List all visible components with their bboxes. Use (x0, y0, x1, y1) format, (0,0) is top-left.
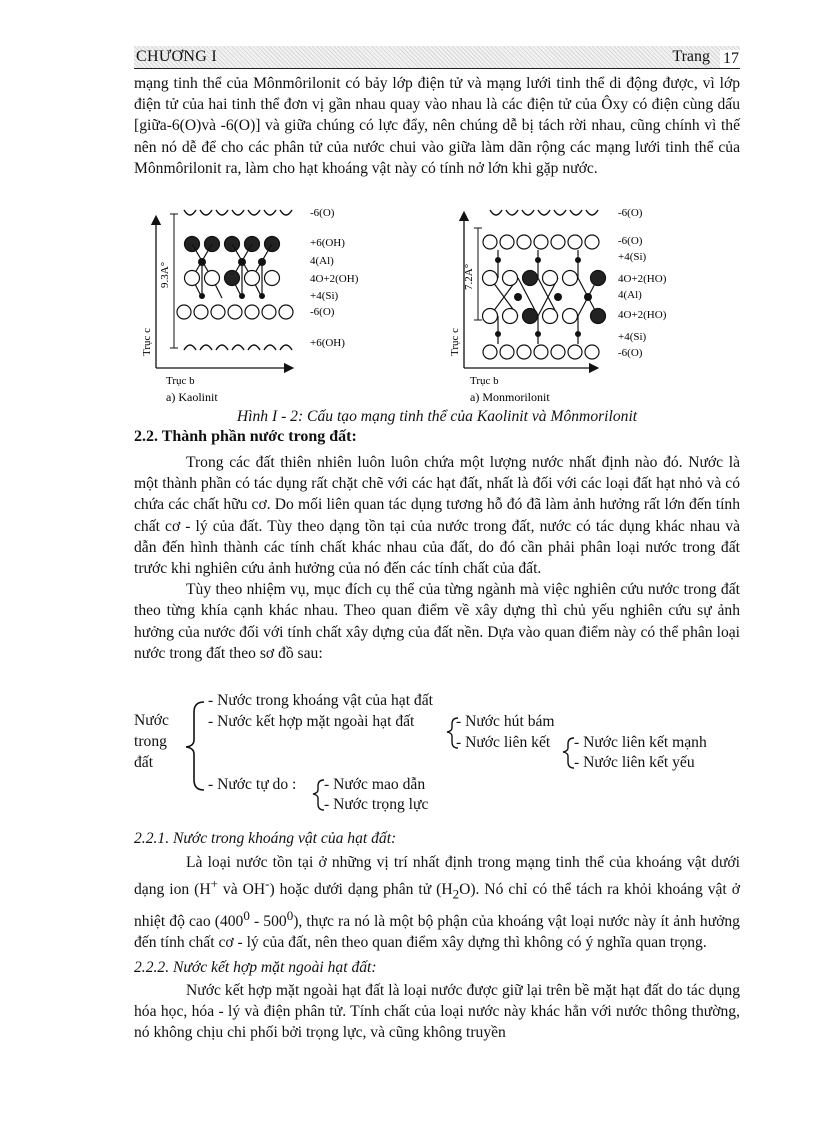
scheme-bonded: - Nước liên kết (456, 734, 551, 751)
scheme-free-water: - Nước tự do : (208, 776, 297, 793)
paragraph: Là loại nước tồn tại ở những vị trí nhất định trong mạng tinh thể của khoáng vật dưới dạng ion (H+ và OH-) hoặc dưới dạng phân tử $(H_2O)$. Nó chỉ có thể tách ra khỏi khoáng vật ở nhiệt độ cao $(400^0 - 500^0)$, thực ra nó là một bộ phận của khoáng vật loại nước này ít ảnh hưởng đến tính chất cơ - lý của đất, nên theo quan điểm xây dựng thì không có ý nghĩa quan trọng. (134, 854, 740, 952)
al-atom (584, 293, 592, 301)
scheme-branch-bound: - Nước kết hợp mặt ngoài hạt đất (208, 713, 415, 730)
paragraph: Trong các đất thiên nhiên luôn luôn chứa một lượng nước nhất định nào đó. Nước là một thành phần có tác dụng rất chặt chẽ với các hạt đất, nhất là đối với các loại đất hạt nhỏ và có chứa các chất hữu cơ. Do mối liên quan tác dụng tương hỗ đó đã làm ảnh hưởng rất lớn đến tính chất cơ - lý của đất. Tùy theo dạng tồn tại của nước trong đất, nước có tác dụng khác nhau và dẫn đến hình thành các tính chất khác nhau của đất, do đó cần phải phân loại nước trong đất trước khi nghiên cứu ảnh hưởng của nó đến các tính chất của đất. (134, 454, 740, 578)
mon-label: 4O+2(HO) (618, 309, 667, 321)
scheme-root-line: trong (134, 733, 167, 750)
chapter-title: CHƯƠNG I (136, 48, 218, 65)
kao-axis-c-label: Trục c (141, 327, 153, 356)
scheme-gravity: - Nước trọng lực (324, 796, 429, 813)
kao-label: 4O+2(OH) (310, 273, 359, 285)
mon-label: 4(Al) (618, 289, 642, 301)
al-atom (554, 293, 562, 301)
kao-label: 4(Al) (310, 255, 334, 267)
section-2-2-2-body (134, 980, 740, 1044)
o-ho-row (483, 271, 606, 286)
kao-axis-b-label: Trục b (166, 375, 195, 387)
scheme-root-line: đất (134, 754, 154, 771)
al-atom (514, 293, 522, 301)
mon-label: -6(O) (618, 347, 643, 359)
al-atom (198, 258, 206, 266)
kao-label: +6(OH) (310, 337, 345, 349)
mon-label: -6(O) (618, 235, 643, 247)
crystal-lattice-figure (134, 198, 740, 410)
scheme-capillary: - Nước mao dẫn (324, 776, 426, 793)
mon-label: +4(Si) (618, 331, 647, 343)
mon-axis-b-label: Trục b (470, 375, 499, 387)
section-2-2-1-heading: 2.2.1. Nước trong khoáng vật của hạt đất: (134, 830, 397, 847)
paragraph: Nước kết hợp mặt ngoài hạt đất là loại nước được giữ lại trên bề mặt hạt đất do tác dụng hóa học, hóa - lý và điện phân tử. Tính chất của loại nước này khác hẳn với nước thông thường, nó không chịu chi phối bởi trọng lực, và cũng không truyền (134, 982, 740, 1042)
section-2-2-body (134, 452, 740, 664)
hydroxyl-bottom-row (184, 345, 292, 350)
paragraph: Tùy theo nhiệm vụ, mục đích cụ thể của từng ngành mà việc nghiên cứu nước trong đất theo từng khía cạnh khác nhau. Theo quan điểm về xây dựng thì chủ yếu nghiên cứu sự ảnh hưởng của nước đối với tính chất xây dựng của đất nền. Dựa vào quan điểm này có thể phân loại nước trong đất theo sơ đồ sau: (134, 581, 740, 662)
scheme-weak-bonded: - Nước liên kết yếu (574, 754, 695, 771)
kao-label: +4(Si) (310, 290, 339, 302)
kao-label: -6(O) (310, 207, 335, 219)
o-ho-row (483, 309, 606, 324)
kaolinit-diagram (141, 207, 359, 404)
figure-caption: Hình I - 2: Cấu tạo mạng tinh thể của Kaolinit và Mônmorilonit (236, 408, 638, 425)
page-header (134, 46, 740, 69)
scheme-branch-mineral: - Nước trong khoáng vật của hạt đất (208, 692, 433, 709)
oxygen-top-row (184, 210, 292, 215)
mon-dimension: 7.2A° (463, 263, 475, 290)
kao-label: +6(OH) (310, 237, 345, 249)
al-atom (258, 258, 266, 266)
oxygen-bottom-row (177, 305, 293, 319)
o-oh-row (185, 271, 280, 286)
mon-axis-c-label: Trục c (449, 327, 461, 356)
al-atom (238, 258, 246, 266)
water-classification-scheme (134, 690, 740, 820)
intro-paragraph: mạng tinh thể của Mônmôrilonit có bảy lớp điện tử và mạng lưới tinh thể di động được, vì lớp điện tử của hai tinh thể đơn vị gần nhau quay vào nhau là các điện tử của Ôxy có điện cùng dấu [giữa-6(O)và -6(O)] và giữa chúng có lực đẩy, nên chúng dễ bị tách rời nhau, cũng chính vì thế nên nó dễ để cho các phân tử của nước chui vào giữa làm dãn rộng các mạng lưới tinh thể của Mônmôrilonit ra, làm cho hạt khoáng vật này có tính nở lớn khi gặp nước. (134, 75, 740, 177)
mon-label: -6(O) (618, 207, 643, 219)
kao-name: a) Kaolinit (166, 390, 218, 404)
section-2-2-heading: 2.2. Thành phần nước trong đất: (134, 428, 357, 445)
mon-label: 4O+2(HO) (618, 273, 667, 285)
kao-label: -6(O) (310, 306, 335, 318)
monmorilonit-diagram (449, 207, 667, 404)
oxygen-row (483, 235, 599, 249)
mon-name: a) Monmorilonit (470, 390, 550, 404)
mon-label: +4(Si) (618, 251, 647, 263)
intro-text (134, 73, 740, 179)
oxygen-top-row (490, 210, 598, 215)
page-label: Trang (672, 48, 710, 65)
section-2-2-2-heading: 2.2.2. Nước kết hợp mặt ngoài hạt đất: (134, 959, 377, 976)
kao-dimension: 9.3A° (159, 261, 171, 288)
oxygen-bottom-row (483, 345, 599, 359)
page-number: 17 (720, 50, 742, 68)
scheme-adsorbed: - Nước hút bám (456, 713, 555, 730)
scheme-root-line: Nước (134, 712, 169, 729)
section-2-2-1-body (134, 852, 740, 953)
scheme-strong-bonded: - Nước liên kết mạnh (574, 734, 707, 751)
